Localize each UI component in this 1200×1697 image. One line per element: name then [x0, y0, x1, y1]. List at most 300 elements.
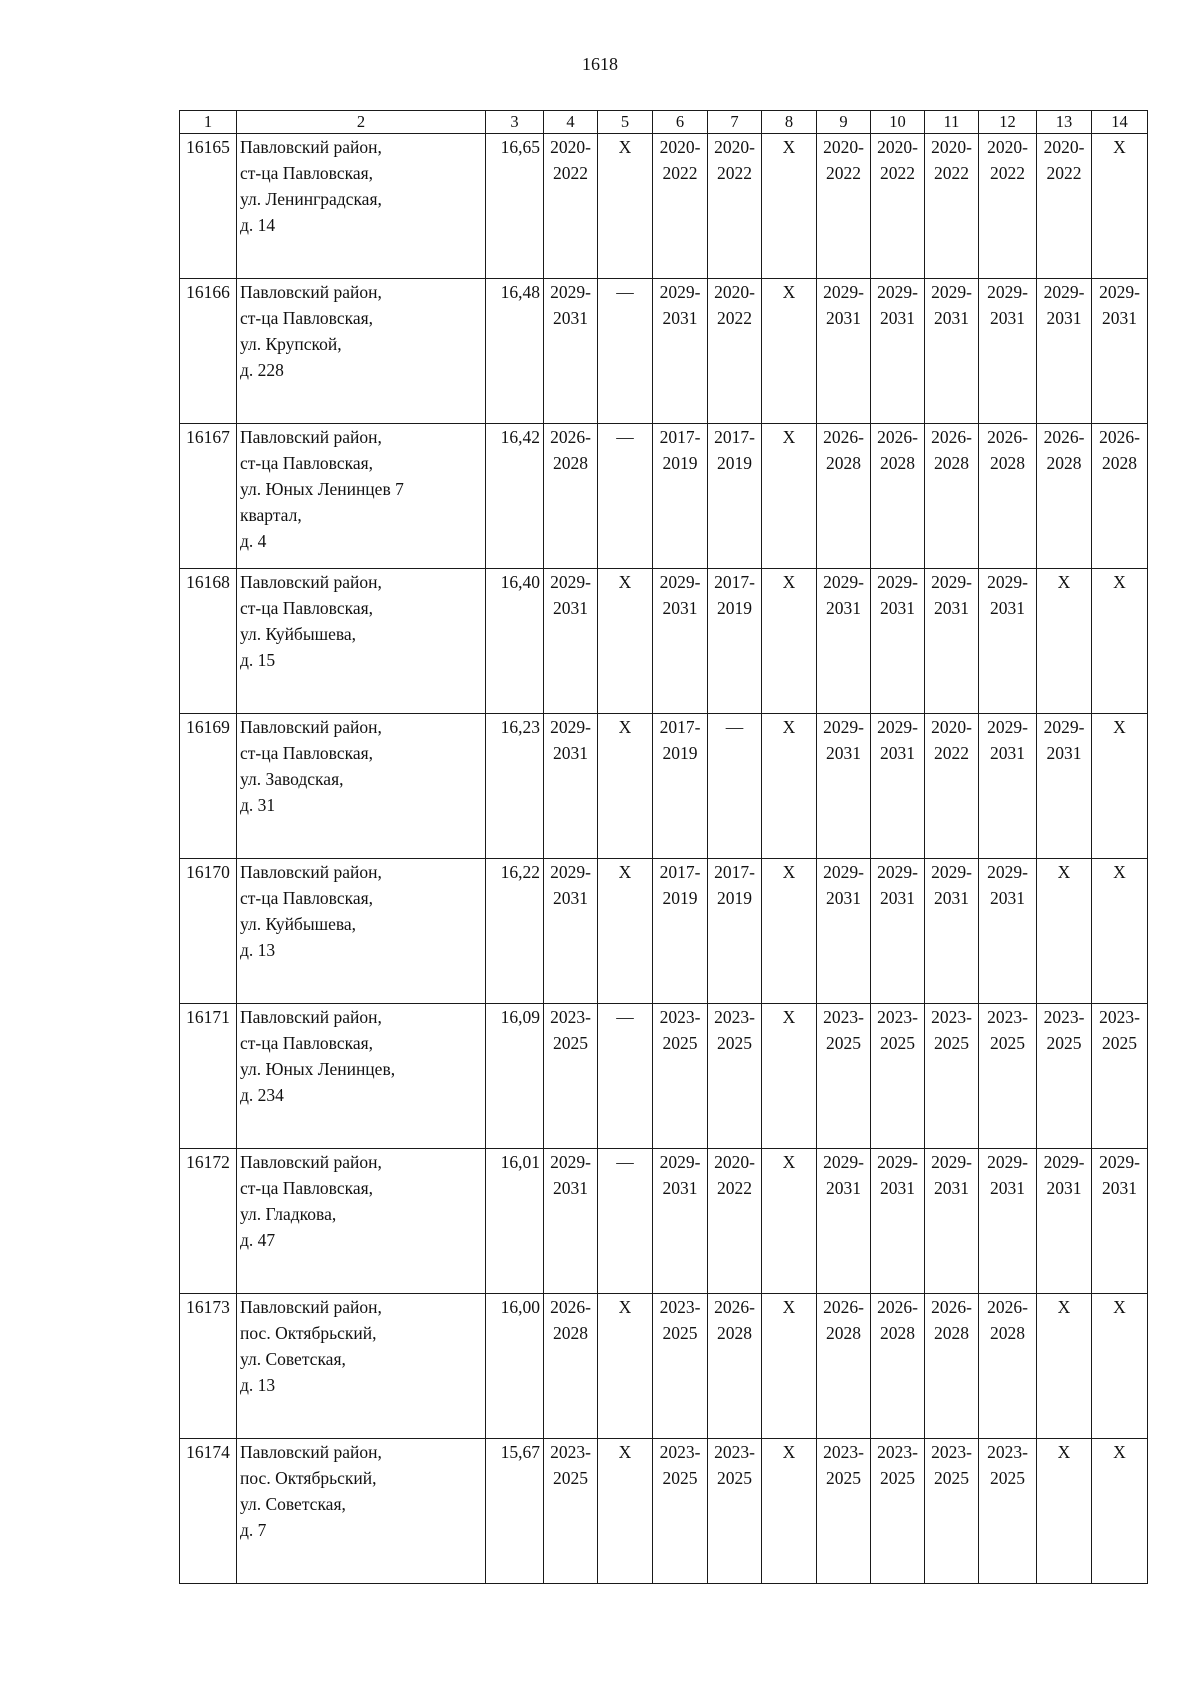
address-line: ул. Куйбышева,	[240, 624, 357, 644]
row-id: 16171	[180, 1004, 237, 1149]
period-cell	[871, 714, 925, 859]
period-cell	[708, 134, 762, 279]
address-line: ст-ца Павловская,	[240, 743, 374, 763]
period-value: 2023- 2025	[823, 1442, 864, 1488]
period-value: 2023- 2025	[823, 1007, 864, 1053]
period-value: 2017- 2019	[714, 572, 755, 618]
period-cell	[925, 714, 979, 859]
column-header: 4	[544, 111, 598, 134]
column-header: 14	[1092, 111, 1148, 134]
address-cell	[237, 424, 486, 569]
period-cell	[598, 1004, 653, 1149]
period-cell	[653, 859, 708, 1004]
period-cell	[544, 424, 598, 569]
period-cell	[871, 424, 925, 569]
period-value: 2026- 2028	[550, 1297, 591, 1343]
period-cell	[817, 1149, 871, 1294]
period-cell	[708, 1149, 762, 1294]
period-value: 2029- 2031	[931, 1152, 972, 1198]
period-value: 2020- 2022	[550, 137, 591, 183]
period-cell	[1037, 1004, 1092, 1149]
address-line: Павловский район,	[240, 717, 382, 737]
period-cell	[708, 1439, 762, 1584]
period-value: 2023- 2025	[987, 1442, 1028, 1488]
period-value: 2029- 2031	[659, 572, 701, 618]
column-header: 11	[925, 111, 979, 134]
period-cell	[544, 1294, 598, 1439]
period-value: 2029- 2031	[1043, 1152, 1085, 1198]
area-cell: 16,48	[486, 279, 544, 424]
period-cell	[762, 279, 817, 424]
period-cell	[979, 859, 1037, 1004]
period-cell	[1037, 714, 1092, 859]
period-value: 2029- 2031	[877, 1152, 918, 1198]
period-value: Х	[1113, 572, 1126, 592]
period-value: 2026- 2028	[714, 1297, 755, 1343]
period-cell	[1092, 714, 1148, 859]
table-row	[180, 1294, 1148, 1439]
period-value: 2023- 2025	[1043, 1007, 1085, 1053]
row-id: 16174	[180, 1439, 237, 1584]
period-value: 2029- 2031	[1099, 1152, 1140, 1198]
address-line: ст-ца Павловская,	[240, 1178, 374, 1198]
period-cell	[979, 1149, 1037, 1294]
period-value: Х	[782, 1442, 796, 1462]
column-header: 3	[486, 111, 544, 134]
address-line: квартал,	[240, 505, 302, 525]
period-cell	[1092, 1004, 1148, 1149]
table-row	[180, 859, 1148, 1004]
address-line: ул. Советская,	[240, 1494, 346, 1514]
period-cell	[817, 1294, 871, 1439]
address-line: ст-ца Павловская,	[240, 1033, 374, 1053]
address-cell	[237, 859, 486, 1004]
column-header: 6	[653, 111, 708, 134]
period-cell	[871, 279, 925, 424]
area-cell: 16,22	[486, 859, 544, 1004]
period-cell	[871, 1149, 925, 1294]
period-value: 2017- 2019	[659, 427, 701, 473]
table-row	[180, 424, 1148, 569]
period-value: 2029- 2031	[823, 282, 864, 328]
period-value: 2017- 2019	[659, 717, 701, 763]
period-cell	[544, 859, 598, 1004]
period-value: Х	[1057, 862, 1071, 882]
period-value: 2029- 2031	[550, 862, 591, 908]
period-value: Х	[782, 717, 796, 737]
period-value: —	[616, 427, 634, 447]
period-value: Х	[618, 572, 632, 592]
period-value: —	[725, 717, 744, 737]
period-value: 2029- 2031	[931, 862, 972, 908]
period-value: 2023- 2025	[931, 1007, 972, 1053]
address-line: Павловский район,	[240, 1297, 382, 1317]
address-line: Павловский район,	[240, 1442, 382, 1462]
period-value: 2029- 2031	[823, 862, 864, 908]
period-value: 2029- 2031	[877, 862, 918, 908]
period-cell	[653, 1294, 708, 1439]
period-value: 2029- 2031	[931, 572, 972, 618]
period-cell	[544, 279, 598, 424]
address-line: Павловский район,	[240, 572, 382, 592]
period-cell	[708, 1294, 762, 1439]
period-value: 2029- 2031	[1043, 282, 1085, 328]
table-row	[180, 1149, 1148, 1294]
address-line: Павловский район,	[240, 137, 382, 157]
address-line: пос. Октябрьский,	[240, 1323, 377, 1343]
address-line: д. 15	[240, 650, 276, 670]
period-value: Х	[782, 1007, 796, 1027]
period-value: 2029- 2031	[877, 717, 918, 763]
column-header: 1	[180, 111, 237, 134]
period-value: 2029- 2031	[550, 572, 591, 618]
period-value: 2029- 2031	[987, 717, 1028, 763]
address-line: Павловский район,	[240, 427, 382, 447]
period-cell	[708, 859, 762, 1004]
period-value: Х	[1057, 572, 1071, 592]
period-value: Х	[618, 717, 632, 737]
period-cell	[598, 134, 653, 279]
area-cell: 16,00	[486, 1294, 544, 1439]
period-cell	[762, 134, 817, 279]
column-header: 8	[762, 111, 817, 134]
period-value: 2023- 2025	[659, 1297, 701, 1343]
address-line: ул. Ленинградская,	[240, 189, 382, 209]
period-value: 2026- 2028	[1043, 427, 1085, 473]
period-cell	[653, 1004, 708, 1149]
period-cell	[598, 279, 653, 424]
period-value: 2020- 2022	[823, 137, 864, 183]
period-cell	[1092, 279, 1148, 424]
period-value: 2026- 2028	[823, 427, 864, 473]
period-cell	[653, 134, 708, 279]
period-cell	[708, 279, 762, 424]
period-value: 2026- 2028	[987, 427, 1028, 473]
period-value: Х	[782, 862, 796, 882]
period-cell	[708, 714, 762, 859]
address-line: д. 234	[240, 1085, 284, 1105]
period-value: Х	[782, 1297, 796, 1317]
address-cell	[237, 569, 486, 714]
period-value: 2023- 2025	[714, 1442, 755, 1488]
period-value: 2020- 2022	[987, 137, 1028, 183]
address-line: ул. Куйбышева,	[240, 914, 357, 934]
address-cell	[237, 134, 486, 279]
period-cell	[979, 1004, 1037, 1149]
period-value: 2029- 2031	[1043, 717, 1085, 763]
address-line: Павловский район,	[240, 282, 382, 302]
period-cell	[979, 1294, 1037, 1439]
address-line: д. 13	[240, 940, 276, 960]
period-cell	[979, 134, 1037, 279]
period-cell	[598, 569, 653, 714]
period-cell	[598, 424, 653, 569]
period-cell	[925, 569, 979, 714]
period-value: 2017- 2019	[659, 862, 701, 908]
period-cell	[871, 859, 925, 1004]
period-value: 2029- 2031	[823, 717, 864, 763]
period-value: 2029- 2031	[823, 572, 864, 618]
period-cell	[925, 134, 979, 279]
period-cell	[871, 134, 925, 279]
period-cell	[1037, 424, 1092, 569]
period-cell	[1037, 134, 1092, 279]
period-cell	[544, 134, 598, 279]
period-cell	[544, 1149, 598, 1294]
period-cell	[598, 859, 653, 1004]
period-value: 2020- 2022	[714, 282, 755, 328]
table-row	[180, 279, 1148, 424]
period-cell	[925, 1294, 979, 1439]
period-cell	[1037, 1294, 1092, 1439]
period-cell	[1037, 279, 1092, 424]
period-cell	[762, 714, 817, 859]
address-line: д. 13	[240, 1375, 276, 1395]
period-cell	[817, 1439, 871, 1584]
period-value: —	[616, 1152, 634, 1172]
row-id: 16172	[180, 1149, 237, 1294]
address-cell	[237, 1294, 486, 1439]
period-cell	[762, 569, 817, 714]
period-value: 2029- 2031	[877, 282, 918, 328]
period-value: 2023- 2025	[931, 1442, 972, 1488]
period-value: 2026- 2028	[931, 1297, 972, 1343]
period-value: 2029- 2031	[987, 572, 1028, 618]
period-cell	[1037, 859, 1092, 1004]
period-value: Х	[1113, 862, 1126, 882]
period-value: 2020- 2022	[714, 1152, 755, 1198]
period-cell	[1092, 859, 1148, 1004]
period-cell	[1037, 569, 1092, 714]
period-cell	[1092, 1439, 1148, 1584]
address-line: д. 228	[240, 360, 284, 380]
table-row	[180, 569, 1148, 714]
period-cell	[762, 1149, 817, 1294]
period-value: 2026- 2028	[877, 1297, 918, 1343]
period-cell	[925, 1439, 979, 1584]
row-id: 16165	[180, 134, 237, 279]
table-row	[180, 134, 1148, 279]
address-line: ст-ца Павловская,	[240, 163, 374, 183]
period-value: 2029- 2031	[659, 1152, 701, 1198]
row-id: 16166	[180, 279, 237, 424]
address-line: ст-ца Павловская,	[240, 453, 374, 473]
period-value: Х	[1057, 1297, 1071, 1317]
area-cell: 16,01	[486, 1149, 544, 1294]
period-value: 2023- 2025	[550, 1007, 591, 1053]
period-cell	[1037, 1149, 1092, 1294]
period-value: Х	[618, 1297, 632, 1317]
period-cell	[762, 859, 817, 1004]
period-cell	[762, 1294, 817, 1439]
period-value: Х	[1113, 137, 1126, 157]
address-line: ул. Юных Ленинцев 7	[240, 479, 404, 499]
address-line: ст-ца Павловская,	[240, 308, 374, 328]
row-id: 16170	[180, 859, 237, 1004]
period-value: 2023- 2025	[1099, 1007, 1140, 1053]
period-value: Х	[1057, 1442, 1071, 1462]
address-line: д. 47	[240, 1230, 276, 1250]
area-cell: 16,40	[486, 569, 544, 714]
period-value: 2020- 2022	[659, 137, 701, 183]
period-cell	[544, 569, 598, 714]
period-cell	[871, 1004, 925, 1149]
period-cell	[817, 569, 871, 714]
period-value: 2023- 2025	[877, 1007, 918, 1053]
address-line: ул. Крупской,	[240, 334, 342, 354]
period-value: 2029- 2031	[987, 282, 1028, 328]
period-cell	[817, 279, 871, 424]
column-header: 10	[871, 111, 925, 134]
column-header: 7	[708, 111, 762, 134]
address-line: ст-ца Павловская,	[240, 888, 374, 908]
period-value: 2029- 2031	[550, 717, 591, 763]
period-value: 2029- 2031	[550, 1152, 591, 1198]
period-cell	[598, 714, 653, 859]
period-cell	[708, 424, 762, 569]
period-cell	[762, 1004, 817, 1149]
period-cell	[1092, 424, 1148, 569]
period-cell	[871, 1294, 925, 1439]
period-value: 2023- 2025	[987, 1007, 1028, 1053]
address-cell	[237, 714, 486, 859]
period-cell	[817, 859, 871, 1004]
period-value: Х	[1113, 717, 1126, 737]
period-cell	[708, 1004, 762, 1149]
column-header: 12	[979, 111, 1037, 134]
period-value: 2023- 2025	[714, 1007, 755, 1053]
column-header: 2	[237, 111, 486, 134]
period-value: Х	[782, 427, 796, 447]
period-cell	[979, 1439, 1037, 1584]
address-cell	[237, 1149, 486, 1294]
period-cell	[979, 714, 1037, 859]
period-value: 2029- 2031	[823, 1152, 864, 1198]
period-cell	[653, 1149, 708, 1294]
address-line: ул. Гладкова,	[240, 1204, 337, 1224]
period-value: 2020- 2022	[931, 717, 972, 763]
address-line: ст-ца Павловская,	[240, 598, 374, 618]
period-cell	[762, 424, 817, 569]
period-cell	[817, 134, 871, 279]
period-value: 2026- 2028	[823, 1297, 864, 1343]
period-value: 2029- 2031	[931, 282, 972, 328]
area-cell: 16,42	[486, 424, 544, 569]
area-cell: 16,65	[486, 134, 544, 279]
period-cell	[708, 569, 762, 714]
address-line: Павловский район,	[240, 1152, 382, 1172]
table-row	[180, 714, 1148, 859]
address-line: ул. Советская,	[240, 1349, 346, 1369]
period-value: Х	[782, 137, 796, 157]
period-value: 2023- 2025	[877, 1442, 918, 1488]
period-cell	[544, 1004, 598, 1149]
period-value: Х	[782, 1152, 796, 1172]
period-value: Х	[782, 572, 796, 592]
period-cell	[1092, 1149, 1148, 1294]
period-value: 2017- 2019	[714, 427, 755, 473]
period-value: 2023- 2025	[550, 1442, 591, 1488]
period-cell	[925, 1149, 979, 1294]
table-row	[180, 1004, 1148, 1149]
period-value: 2020- 2022	[931, 137, 972, 183]
period-cell	[871, 1439, 925, 1584]
period-cell	[544, 714, 598, 859]
address-line: Павловский район,	[240, 862, 382, 882]
period-cell	[762, 1439, 817, 1584]
table-row	[180, 1439, 1148, 1584]
period-value: 2029- 2031	[987, 862, 1028, 908]
period-value: —	[616, 282, 634, 302]
period-value: 2020- 2022	[877, 137, 918, 183]
address-line: д. 4	[240, 531, 267, 551]
period-value: 2020- 2022	[1043, 137, 1085, 183]
period-value: 2026- 2028	[987, 1297, 1028, 1343]
period-cell	[653, 714, 708, 859]
address-line: ул. Юных Ленинцев,	[240, 1059, 396, 1079]
page-number: 1618	[582, 54, 618, 74]
period-cell	[653, 1439, 708, 1584]
period-value: Х	[1113, 1442, 1126, 1462]
row-id: 16168	[180, 569, 237, 714]
period-cell	[871, 569, 925, 714]
area-cell: 16,09	[486, 1004, 544, 1149]
period-value: 2029- 2031	[550, 282, 591, 328]
column-header: 5	[598, 111, 653, 134]
period-cell	[979, 569, 1037, 714]
period-value: 2020- 2022	[714, 137, 755, 183]
period-value: 2029- 2031	[659, 282, 701, 328]
address-line: ул. Заводская,	[240, 769, 344, 789]
period-value: Х	[1113, 1297, 1126, 1317]
period-cell	[925, 1004, 979, 1149]
period-cell	[979, 279, 1037, 424]
period-cell	[1092, 1294, 1148, 1439]
period-cell	[817, 1004, 871, 1149]
period-cell	[598, 1439, 653, 1584]
period-value: 2029- 2031	[987, 1152, 1028, 1198]
address-line: Павловский район,	[240, 1007, 382, 1027]
address-line: пос. Октябрьский,	[240, 1468, 377, 1488]
address-cell	[237, 279, 486, 424]
period-value: 2029- 2031	[1099, 282, 1140, 328]
period-value: —	[616, 1007, 634, 1027]
period-value: 2026- 2028	[877, 427, 918, 473]
period-value: 2026- 2028	[931, 427, 972, 473]
period-cell	[925, 424, 979, 569]
period-cell	[1092, 134, 1148, 279]
area-cell: 16,23	[486, 714, 544, 859]
period-value: 2026- 2028	[550, 427, 591, 473]
period-value: Х	[618, 1442, 632, 1462]
address-cell	[237, 1004, 486, 1149]
address-line: д. 7	[240, 1520, 267, 1540]
period-cell	[925, 279, 979, 424]
period-cell	[653, 569, 708, 714]
period-value: 2023- 2025	[659, 1442, 701, 1488]
area-cell: 15,67	[486, 1439, 544, 1584]
period-value: Х	[782, 282, 796, 302]
address-cell	[237, 1439, 486, 1584]
column-header: 13	[1037, 111, 1092, 134]
registry-table	[179, 110, 1148, 1584]
period-cell	[598, 1149, 653, 1294]
period-cell	[544, 1439, 598, 1584]
row-id: 16167	[180, 424, 237, 569]
period-cell	[1037, 1439, 1092, 1584]
period-cell	[1092, 569, 1148, 714]
column-header: 9	[817, 111, 871, 134]
